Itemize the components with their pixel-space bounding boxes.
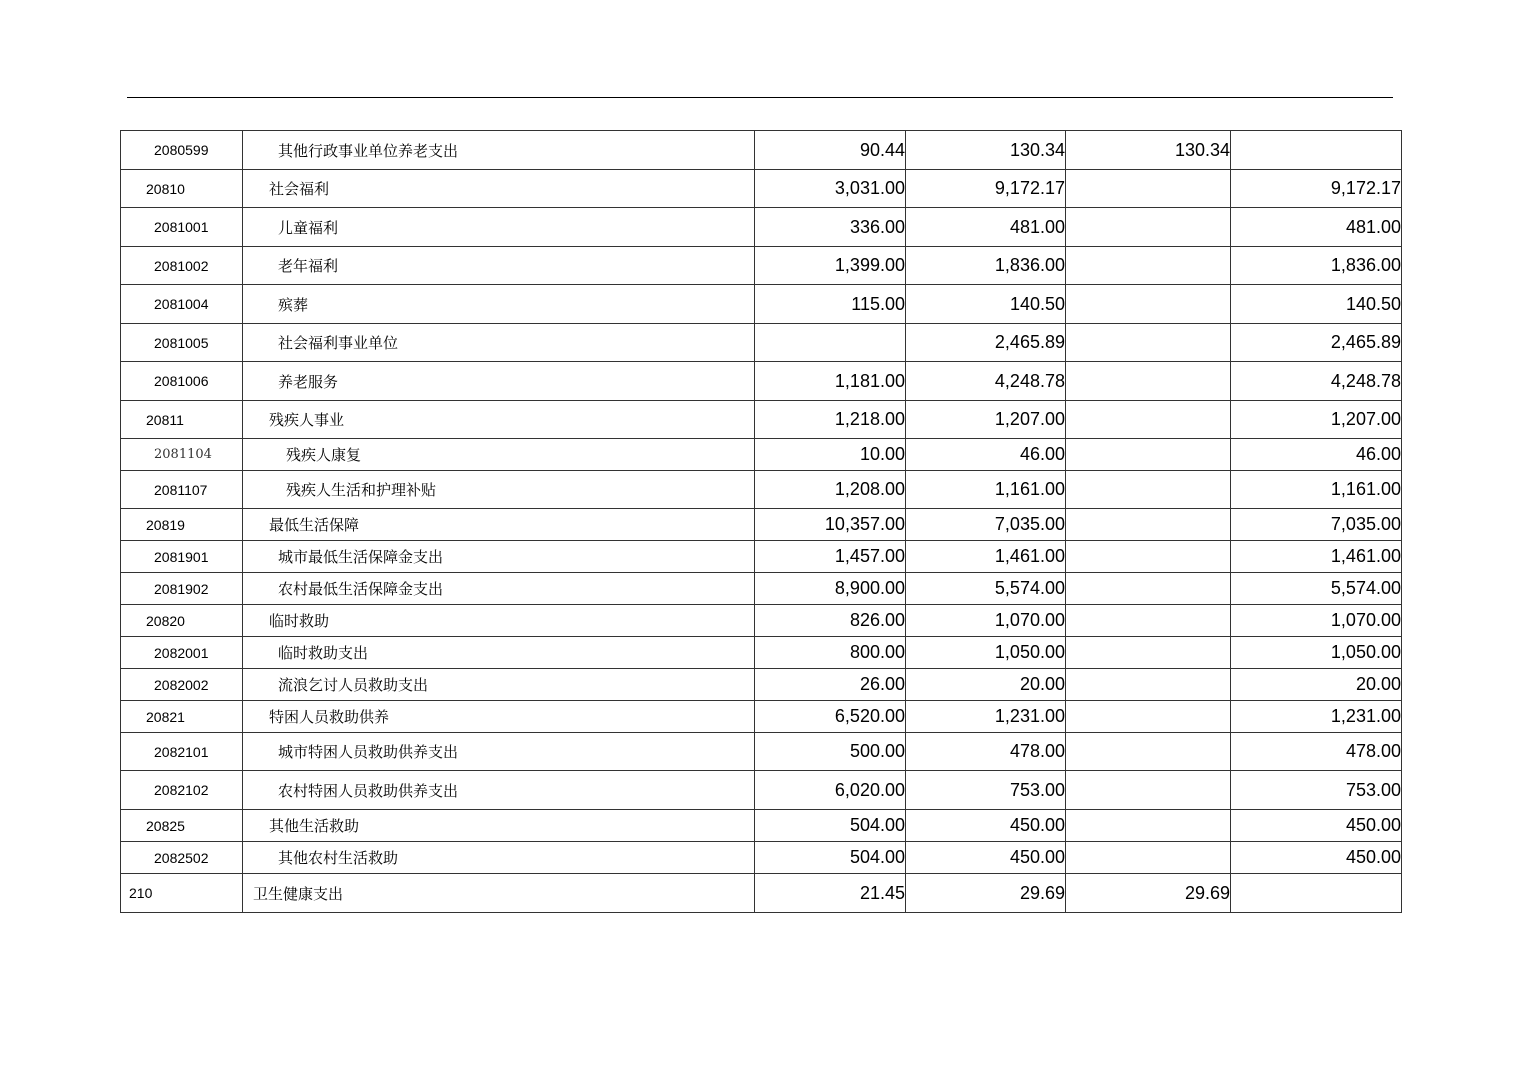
item-code: 20820: [121, 605, 243, 637]
value-col4: 1,231.00: [1231, 701, 1402, 733]
item-code: 2081001: [121, 208, 243, 247]
value-col3: [1066, 701, 1231, 733]
item-name: 其他生活救助: [243, 810, 755, 842]
table-row: [121, 509, 1402, 541]
item-code: 20825: [121, 810, 243, 842]
value-col3: 130.34: [1066, 131, 1231, 170]
value-col3: [1066, 401, 1231, 439]
value-col1: 6,520.00: [755, 701, 906, 733]
value-col4: 1,070.00: [1231, 605, 1402, 637]
value-col1: 826.00: [755, 605, 906, 637]
value-col2: 7,035.00: [906, 509, 1066, 541]
table-row: [121, 471, 1402, 509]
value-col4: 46.00: [1231, 439, 1402, 471]
item-code: 2081107: [121, 471, 243, 509]
item-code: 2082101: [121, 733, 243, 771]
value-col1: 21.45: [755, 874, 906, 913]
item-name: 卫生健康支出: [243, 874, 755, 913]
item-name: 农村特困人员救助供养支出: [243, 771, 755, 810]
value-col3: [1066, 771, 1231, 810]
table-row: [121, 669, 1402, 701]
table-row: [121, 439, 1402, 471]
value-col3: [1066, 247, 1231, 285]
item-name: 老年福利: [243, 247, 755, 285]
item-code: 20811: [121, 401, 243, 439]
item-name: 城市最低生活保障金支出: [243, 541, 755, 573]
item-code: 2081005: [121, 324, 243, 362]
value-col1: 8,900.00: [755, 573, 906, 605]
item-code: 2081002: [121, 247, 243, 285]
value-col2: 5,574.00: [906, 573, 1066, 605]
value-col4: 2,465.89: [1231, 324, 1402, 362]
item-name: 社会福利: [243, 170, 755, 208]
value-col3: [1066, 733, 1231, 771]
value-col2: 450.00: [906, 810, 1066, 842]
table-row: [121, 131, 1402, 170]
value-col1: 1,399.00: [755, 247, 906, 285]
value-col4: 753.00: [1231, 771, 1402, 810]
table-row: [121, 733, 1402, 771]
value-col1: 1,218.00: [755, 401, 906, 439]
item-code: 2082001: [121, 637, 243, 669]
item-name: 流浪乞讨人员救助支出: [243, 669, 755, 701]
value-col3: [1066, 842, 1231, 874]
item-code: 2081902: [121, 573, 243, 605]
value-col1: 10.00: [755, 439, 906, 471]
value-col2: 2,465.89: [906, 324, 1066, 362]
table-row: [121, 771, 1402, 810]
value-col1: 115.00: [755, 285, 906, 324]
value-col1: 500.00: [755, 733, 906, 771]
value-col1: 10,357.00: [755, 509, 906, 541]
item-name: 养老服务: [243, 362, 755, 401]
item-code: 210: [121, 874, 243, 913]
value-col3: 29.69: [1066, 874, 1231, 913]
item-name: 最低生活保障: [243, 509, 755, 541]
value-col3: [1066, 810, 1231, 842]
value-col4: 1,461.00: [1231, 541, 1402, 573]
value-col1: 6,020.00: [755, 771, 906, 810]
value-col4: 481.00: [1231, 208, 1402, 247]
value-col2: 4,248.78: [906, 362, 1066, 401]
value-col4: 450.00: [1231, 810, 1402, 842]
value-col2: 1,461.00: [906, 541, 1066, 573]
value-col1: 1,181.00: [755, 362, 906, 401]
table-row: [121, 170, 1402, 208]
table-row: [121, 842, 1402, 874]
value-col1: 90.44: [755, 131, 906, 170]
value-col2: 1,207.00: [906, 401, 1066, 439]
table-row: [121, 362, 1402, 401]
table-row: [121, 324, 1402, 362]
value-col3: [1066, 362, 1231, 401]
value-col3: [1066, 541, 1231, 573]
value-col4: 478.00: [1231, 733, 1402, 771]
value-col4: 1,836.00: [1231, 247, 1402, 285]
value-col1: 336.00: [755, 208, 906, 247]
value-col4: 4,248.78: [1231, 362, 1402, 401]
value-col1: 26.00: [755, 669, 906, 701]
item-code: 20819: [121, 509, 243, 541]
item-name: 城市特困人员救助供养支出: [243, 733, 755, 771]
item-code: 2082102: [121, 771, 243, 810]
item-name: 其他农村生活救助: [243, 842, 755, 874]
item-code: 2081004: [121, 285, 243, 324]
table-row: [121, 541, 1402, 573]
item-name: 残疾人康复: [243, 439, 755, 471]
item-name: 农村最低生活保障金支出: [243, 573, 755, 605]
item-name: 临时救助支出: [243, 637, 755, 669]
value-col4: 140.50: [1231, 285, 1402, 324]
value-col3: [1066, 324, 1231, 362]
value-col4: 1,050.00: [1231, 637, 1402, 669]
value-col3: [1066, 509, 1231, 541]
value-col4: 1,161.00: [1231, 471, 1402, 509]
value-col1: 504.00: [755, 842, 906, 874]
value-col3: [1066, 573, 1231, 605]
table-row: [121, 401, 1402, 439]
value-col2: 1,161.00: [906, 471, 1066, 509]
value-col4: 450.00: [1231, 842, 1402, 874]
value-col2: 1,070.00: [906, 605, 1066, 637]
value-col2: 29.69: [906, 874, 1066, 913]
value-col4: 5,574.00: [1231, 573, 1402, 605]
value-col1: [755, 324, 906, 362]
value-col1: 800.00: [755, 637, 906, 669]
value-col3: [1066, 285, 1231, 324]
item-code: 2081104: [121, 439, 243, 471]
table-row: [121, 605, 1402, 637]
value-col1: 504.00: [755, 810, 906, 842]
item-code: 2080599: [121, 131, 243, 170]
value-col4: [1231, 131, 1402, 170]
item-name: 特困人员救助供养: [243, 701, 755, 733]
table-row: [121, 247, 1402, 285]
value-col4: 20.00: [1231, 669, 1402, 701]
header-rule: [127, 97, 1393, 98]
value-col3: [1066, 439, 1231, 471]
table-row: [121, 701, 1402, 733]
value-col4: 7,035.00: [1231, 509, 1402, 541]
value-col3: [1066, 471, 1231, 509]
item-code: 2082002: [121, 669, 243, 701]
value-col2: 130.34: [906, 131, 1066, 170]
item-code: 20810: [121, 170, 243, 208]
value-col2: 753.00: [906, 771, 1066, 810]
value-col1: 1,457.00: [755, 541, 906, 573]
value-col3: [1066, 669, 1231, 701]
item-code: 2081006: [121, 362, 243, 401]
value-col2: 9,172.17: [906, 170, 1066, 208]
value-col2: 1,836.00: [906, 247, 1066, 285]
value-col4: 9,172.17: [1231, 170, 1402, 208]
item-name: 临时救助: [243, 605, 755, 637]
value-col2: 140.50: [906, 285, 1066, 324]
table-row: [121, 637, 1402, 669]
value-col2: 450.00: [906, 842, 1066, 874]
value-col3: [1066, 208, 1231, 247]
table-row: [121, 810, 1402, 842]
value-col2: 1,231.00: [906, 701, 1066, 733]
item-code: 2081901: [121, 541, 243, 573]
budget-table: [120, 130, 1402, 913]
value-col4: 1,207.00: [1231, 401, 1402, 439]
item-name: 儿童福利: [243, 208, 755, 247]
item-name: 残疾人事业: [243, 401, 755, 439]
item-name: 其他行政事业单位养老支出: [243, 131, 755, 170]
value-col2: 46.00: [906, 439, 1066, 471]
value-col1: 3,031.00: [755, 170, 906, 208]
table-row: [121, 573, 1402, 605]
item-name: 残疾人生活和护理补贴: [243, 471, 755, 509]
table-row: [121, 285, 1402, 324]
item-code: 2082502: [121, 842, 243, 874]
value-col3: [1066, 170, 1231, 208]
item-name: 社会福利事业单位: [243, 324, 755, 362]
value-col2: 478.00: [906, 733, 1066, 771]
item-code: 20821: [121, 701, 243, 733]
value-col1: 1,208.00: [755, 471, 906, 509]
value-col3: [1066, 637, 1231, 669]
table-row: [121, 208, 1402, 247]
value-col4: [1231, 874, 1402, 913]
item-name: 殡葬: [243, 285, 755, 324]
value-col2: 1,050.00: [906, 637, 1066, 669]
value-col2: 481.00: [906, 208, 1066, 247]
value-col3: [1066, 605, 1231, 637]
value-col2: 20.00: [906, 669, 1066, 701]
table-row: [121, 874, 1402, 913]
